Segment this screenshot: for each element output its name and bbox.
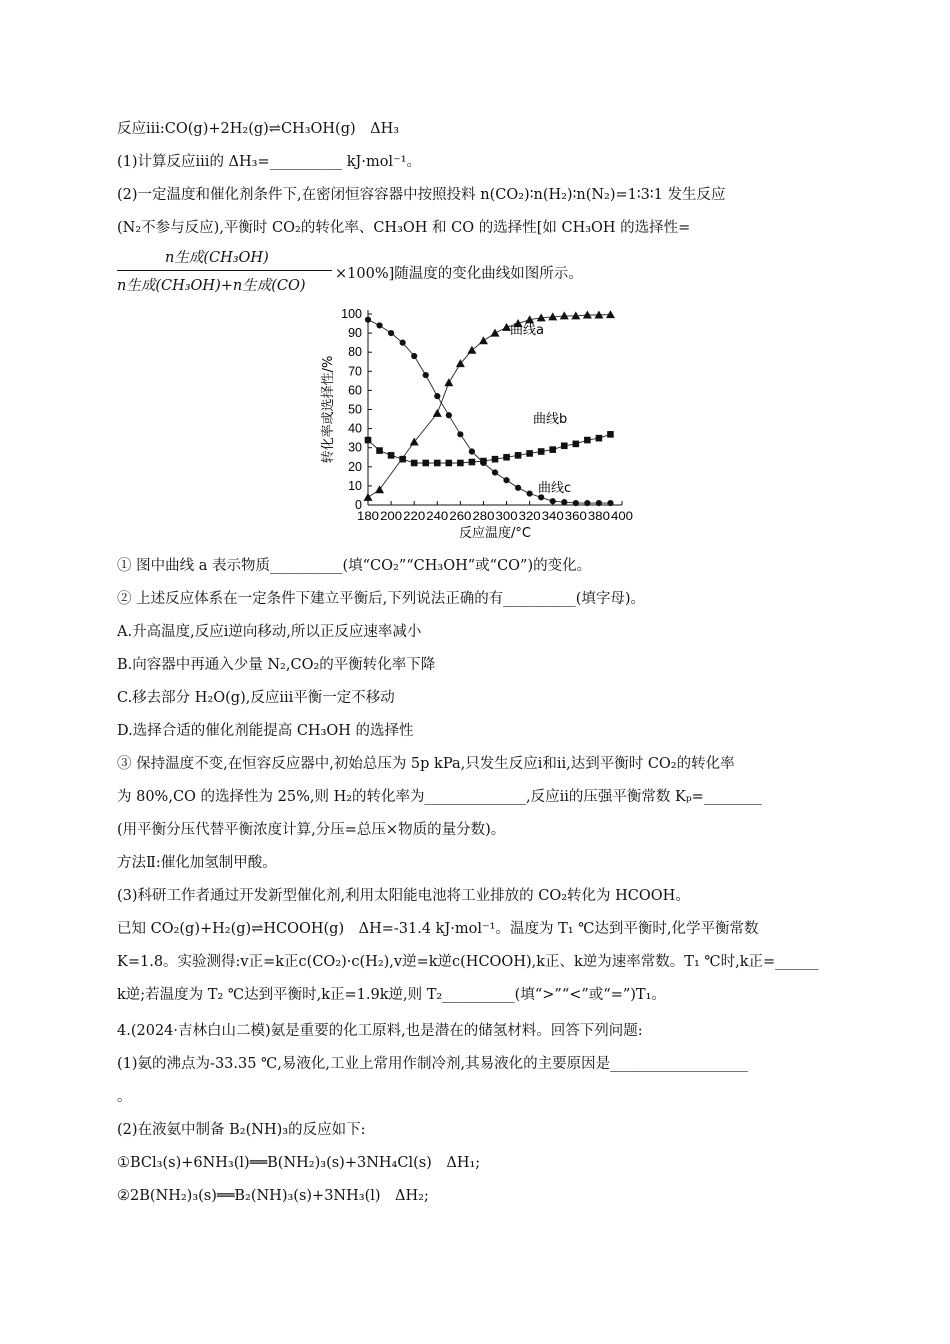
data-point-circle — [607, 500, 613, 506]
data-point-square — [457, 460, 464, 467]
problem-4-title: 4.(2024·吉林白山二模)氨是重要的化工原料,也是潜在的储氢材料。回答下列问题: — [117, 1023, 643, 1039]
data-point-circle — [469, 448, 475, 454]
data-point-triangle — [583, 310, 592, 318]
question-3-c: K=1.8。实验测得:v正=k正c(CO₂)·c(H₂),v逆=k逆c(HCOOH),k正、k逆为速率常数。T₁ ℃时,k正=______ — [117, 954, 819, 970]
data-point-square — [376, 447, 383, 454]
x-tick-label: 280 — [472, 509, 495, 523]
series-line — [368, 320, 611, 503]
data-point-circle — [584, 500, 590, 506]
problem-4-q2: (2)在液氨中制备 B₂(NH)₃的反应如下: — [117, 1122, 366, 1138]
reaction-iii: 反应ⅲ:CO(g)+2H₂(g)⇌CH₃OH(g) ΔH₃ — [117, 121, 400, 137]
x-tick-label: 400 — [611, 509, 634, 523]
fraction-tail: ×100%]随温度的变化曲线如图所示。 — [335, 266, 583, 282]
data-point-triangle — [444, 378, 453, 386]
question-2-condition: (N₂不参与反应),平衡时 CO₂的转化率、CH₃OH 和 CO 的选择性[如 CH₃OH 的选择性= — [117, 220, 691, 236]
data-point-triangle — [606, 310, 615, 318]
question-2-sub3-b: 为 80%,CO 的选择性为 25%,则 H₂的转化率为______________,反应ⅱ的压强平衡常数 Kₚ=________ — [117, 789, 762, 805]
data-point-square — [596, 435, 603, 442]
data-point-square — [411, 460, 418, 467]
y-tick-label: 100 — [341, 307, 362, 321]
data-point-circle — [423, 372, 429, 378]
question-3-d: k逆;若温度为 T₂ ℃达到平衡时,k正=1.9k逆,则 T₂__________(填“>”“<”或“=”)T₁。 — [117, 987, 666, 1003]
data-point-circle — [527, 490, 533, 496]
selectivity-fraction — [117, 246, 617, 298]
data-point-square — [399, 456, 406, 463]
data-point-circle — [376, 322, 382, 328]
x-tick-label: 180 — [357, 509, 380, 523]
reaction-1: ①BCl₃(s)+6NH₃(l)══B(NH₂)₃(s)+3NH₄Cl(s) ΔH₁; — [117, 1155, 481, 1171]
fraction-bar — [117, 270, 332, 271]
data-point-circle — [388, 330, 394, 336]
x-tick-label: 260 — [449, 509, 472, 523]
data-point-circle — [434, 393, 440, 399]
x-tick-label: 340 — [541, 509, 565, 523]
data-point-triangle — [433, 409, 442, 417]
data-point-triangle — [364, 493, 373, 501]
y-axis-label: 转化率或选择性/% — [321, 355, 336, 464]
method-ii: 方法Ⅱ:催化加氢制甲酸。 — [117, 855, 277, 871]
data-point-circle — [446, 412, 452, 418]
data-point-square — [584, 437, 591, 444]
data-point-triangle — [491, 329, 500, 337]
series-1 — [364, 310, 615, 501]
series-3 — [365, 317, 614, 507]
x-tick-label: 380 — [587, 509, 611, 523]
option-a: A.升高温度,反应ⅰ逆向移动,所以正反应速率减小 — [117, 624, 422, 640]
question-2-sub3-a: ③ 保持温度不变,在恒容反应器中,初始总压为 5p kPa,只发生反应ⅰ和ⅱ,达到平衡时 CO₂的转化率 — [117, 756, 735, 772]
chart-marks — [364, 310, 615, 506]
data-point-circle — [480, 460, 486, 466]
y-tick-label: 70 — [348, 364, 362, 379]
series-label: 曲线c — [538, 481, 572, 496]
data-point-square — [469, 459, 476, 466]
data-point-square — [538, 448, 545, 455]
option-c: C.移去部分 H₂O(g),反应ⅲ平衡一定不移动 — [117, 690, 395, 706]
y-tick-label: 60 — [348, 383, 362, 398]
data-point-square — [434, 460, 441, 467]
series-2 — [365, 411, 614, 466]
x-axis-label: 反应温度/°C — [459, 526, 531, 541]
x-tick-label: 220 — [403, 509, 426, 523]
selectivity-chart — [300, 300, 640, 548]
data-point-square — [492, 456, 499, 463]
y-tick-label: 40 — [348, 421, 362, 436]
x-tick-label: 240 — [426, 509, 449, 523]
data-point-square — [365, 437, 372, 444]
question-2-sub1: ① 图中曲线 a 表示物质__________(填“CO₂”“CH₃OH”或“CO”)的变化。 — [117, 558, 592, 574]
data-point-circle — [492, 469, 498, 475]
y-tick-label: 20 — [348, 459, 362, 474]
data-point-square — [526, 450, 533, 457]
series-label: 曲线b — [533, 412, 568, 427]
data-point-circle — [550, 498, 556, 504]
data-point-square — [388, 452, 395, 459]
y-tick-label: 10 — [348, 478, 362, 493]
question-1: (1)计算反应ⅲ的 ΔH₃=__________ kJ·mol⁻¹。 — [117, 154, 422, 170]
data-point-triangle — [479, 336, 488, 344]
data-point-circle — [515, 485, 521, 491]
data-point-square — [515, 452, 522, 459]
data-point-square — [503, 454, 510, 461]
problem-4-q1-end: 。 — [117, 1089, 132, 1105]
data-point-triangle — [375, 485, 384, 493]
data-point-circle — [411, 353, 417, 359]
data-point-square — [561, 442, 568, 449]
data-point-triangle — [560, 311, 569, 319]
data-point-square — [573, 441, 580, 448]
problem-4-q1: (1)氨的沸点为-33.35 ℃,易液化,工业上常用作制冷剂,其易液化的主要原因是___________________ — [117, 1056, 748, 1072]
y-tick-label: 90 — [348, 326, 362, 341]
question-2-intro: (2)一定温度和催化剂条件下,在密闭恒容容器中按照投料 n(CO₂)∶n(H₂)∶n(N₂)=1∶3∶1 发生反应 — [117, 187, 726, 203]
data-point-circle — [596, 500, 602, 506]
fraction-numerator: n生成(CH₃OH) — [165, 250, 269, 266]
data-point-circle — [400, 340, 406, 346]
data-point-circle — [561, 499, 567, 505]
data-point-circle — [457, 431, 463, 437]
reaction-2: ②2B(NH₂)₃(s)══B₂(NH)₃(s)+3NH₃(l) ΔH₂; — [117, 1188, 429, 1204]
data-point-circle — [365, 317, 371, 323]
series-label: 曲线a — [510, 323, 544, 338]
x-tick-label: 200 — [380, 509, 403, 523]
y-tick-label: 0 — [355, 498, 362, 512]
question-3-a: (3)科研工作者通过开发新型催化剂,利用太阳能电池将工业排放的 CO₂转化为 HCOOH。 — [117, 888, 690, 904]
question-2-sub3-c: (用平衡分压代替平衡浓度计算,分压=总压×物质的量分数)。 — [117, 822, 506, 838]
data-point-circle — [503, 477, 509, 483]
data-point-square — [549, 446, 556, 453]
question-2-sub2: ② 上述反应体系在一定条件下建立平衡后,下列说法正确的有__________(填字母)。 — [117, 591, 646, 607]
x-tick-label: 320 — [518, 509, 541, 523]
data-point-square — [422, 460, 429, 467]
option-b: B.向容器中再通入少量 N₂,CO₂的平衡转化率下降 — [117, 657, 436, 673]
x-tick-label: 360 — [564, 509, 588, 523]
question-3-b: 已知 CO₂(g)+H₂(g)⇌HCOOH(g) ΔH=-31.4 kJ·mol⁻¹。温度为 T₁ ℃达到平衡时,化学平衡常数 — [117, 921, 759, 937]
option-d: D.选择合适的催化剂能提高 CH₃OH 的选择性 — [117, 723, 414, 739]
fraction-denominator: n生成(CH₃OH)+n生成(CO) — [117, 278, 306, 294]
y-tick-label: 80 — [348, 345, 362, 360]
data-point-circle — [573, 500, 579, 506]
x-tick-label: 300 — [495, 509, 518, 523]
y-tick-label: 50 — [348, 402, 362, 417]
data-point-square — [607, 431, 614, 438]
data-point-square — [446, 460, 453, 467]
data-point-triangle — [467, 346, 476, 354]
y-tick-label: 30 — [348, 440, 362, 455]
